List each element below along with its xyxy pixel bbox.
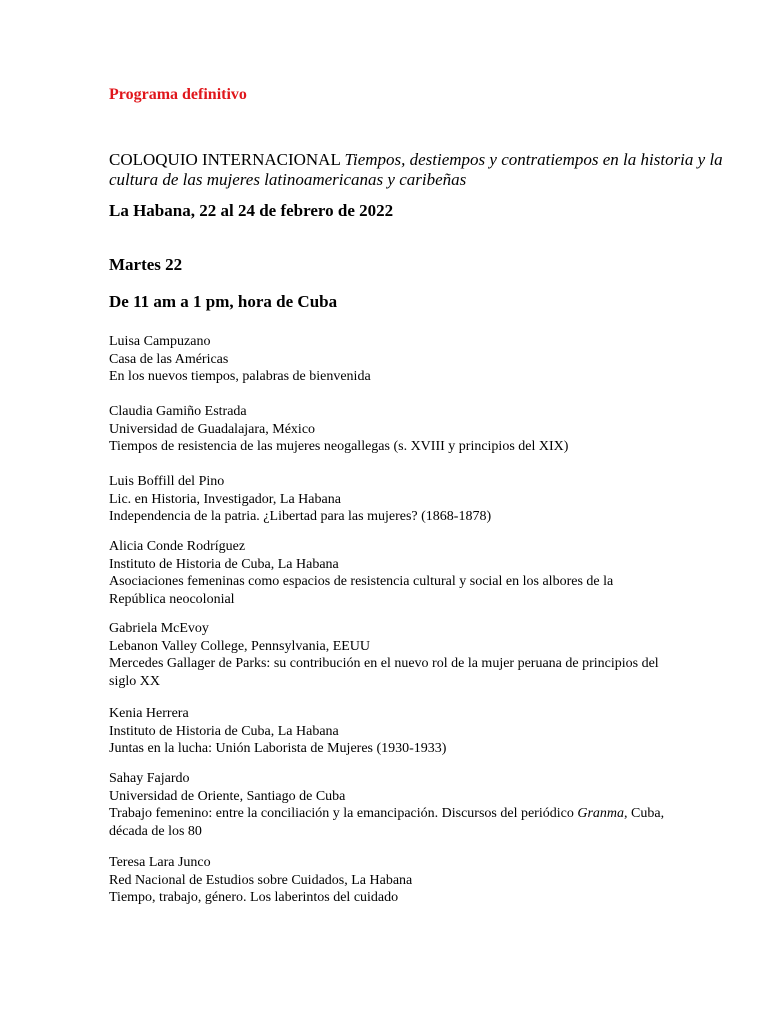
talk-institution: Instituto de Historia de Cuba, La Habana xyxy=(109,723,339,739)
talk-speaker: Gabriela McEvoy xyxy=(109,621,209,636)
talk-title-text: , Cuba, década de los 80 xyxy=(109,806,665,839)
talk-institution: Lic. en Historia, Investigador, La Habana xyxy=(109,491,341,507)
event-heading xyxy=(109,150,759,190)
talk-speaker: Teresa Lara Junco xyxy=(109,855,211,870)
talk-title-text: Trabajo femenino: entre la conciliación y la emancipación. Discursos del periódico xyxy=(109,806,574,821)
talk-item xyxy=(109,854,669,907)
talk-institution: Lebanon Valley College, Pennsylvania, EEUU xyxy=(109,638,371,654)
talk-item xyxy=(109,705,669,758)
talk-item xyxy=(109,770,669,840)
talk-title: Independencia de la patria. ¿Libertad para las mujeres? (1868-1878) xyxy=(109,509,492,524)
talk-item xyxy=(109,403,669,456)
talk-item xyxy=(109,538,669,608)
talk-institution: Universidad de Guadalajara, México xyxy=(109,421,316,437)
talk-item xyxy=(109,620,669,690)
talk-speaker: Kenia Herrera xyxy=(109,706,189,721)
talk-title: Mercedes Gallager de Parks: su contribución en el nuevo rol de la mujer peruana de principios del siglo XX xyxy=(109,656,659,689)
talk-title: Asociaciones femeninas como espacios de resistencia cultural y social en los albores de la República neocolonial xyxy=(109,574,614,607)
event-type: COLOQUIO INTERNACIONAL xyxy=(109,150,341,169)
talk-speaker: Sahay Fajardo xyxy=(109,771,190,786)
talk-title xyxy=(109,805,669,840)
program-status-heading: Programa definitivo xyxy=(109,86,247,103)
talk-speaker: Alicia Conde Rodríguez xyxy=(109,539,246,554)
session-day: Martes 22 xyxy=(109,255,183,274)
talk-institution: Universidad de Oriente, Santiago de Cuba xyxy=(109,788,346,804)
talk-institution: Instituto de Historia de Cuba, La Habana xyxy=(109,556,339,572)
talk-title: Juntas en la lucha: Unión Laborista de Mujeres (1930-1933) xyxy=(109,741,447,756)
talk-speaker: Claudia Gamiño Estrada xyxy=(109,404,247,419)
talk-title: En los nuevos tiempos, palabras de bienvenida xyxy=(109,369,371,384)
talk-speaker: Luisa Campuzano xyxy=(109,334,211,349)
session-time: De 11 am a 1 pm, hora de Cuba xyxy=(109,292,338,311)
talk-item xyxy=(109,333,669,386)
event-place-date: La Habana, 22 al 24 de febrero de 2022 xyxy=(109,201,394,220)
talk-institution: Casa de las Américas xyxy=(109,351,229,367)
talk-institution: Red Nacional de Estudios sobre Cuidados, La Habana xyxy=(109,872,413,888)
talk-item xyxy=(109,473,669,526)
talk-speaker: Luis Boffill del Pino xyxy=(109,474,225,489)
newspaper-name: Granma xyxy=(577,806,625,821)
talk-title: Tiempos de resistencia de las mujeres neogallegas (s. XVIII y principios del XIX) xyxy=(109,439,569,454)
talk-title: Tiempo, trabajo, género. Los laberintos del cuidado xyxy=(109,890,399,905)
event-title: Tiempos, destiempos y contratiempos en la historia y la cultura de las mujeres latinoamericanas y caribeñas xyxy=(109,150,723,189)
